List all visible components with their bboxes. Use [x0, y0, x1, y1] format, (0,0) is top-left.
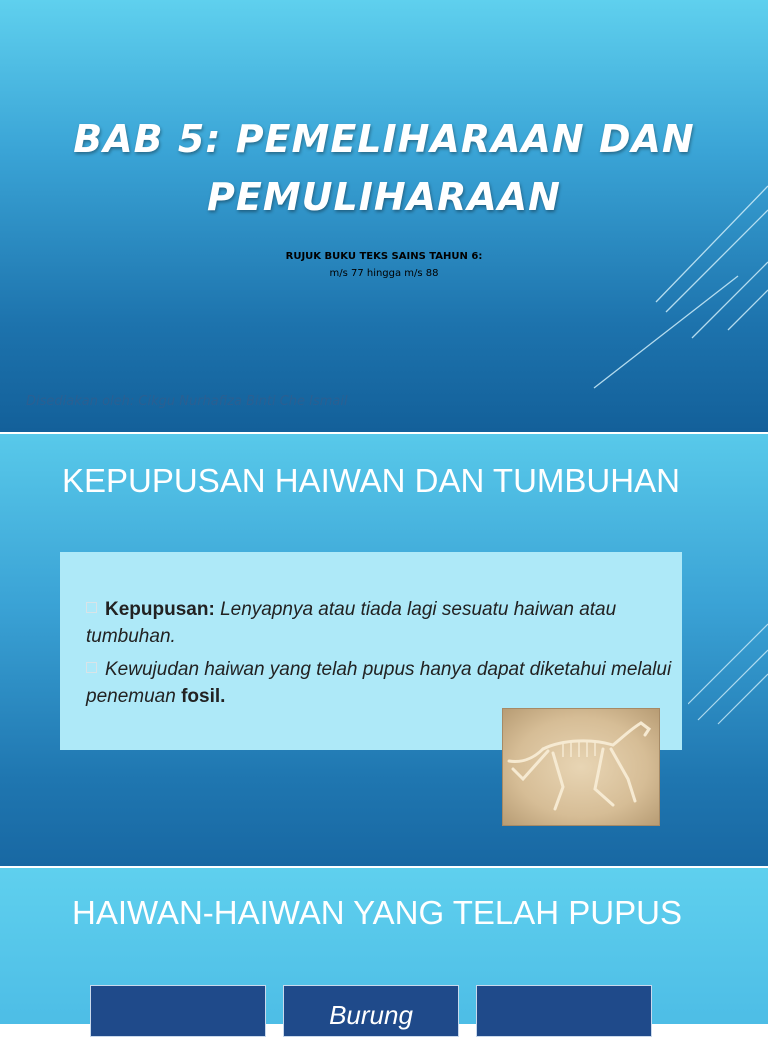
slide-title: BAB 5: PEMELIHARAAN DAN PEMULIHARAAN	[73, 117, 695, 219]
term-fosil: fosil.	[181, 686, 226, 707]
slide-title: KEPUPUSAN HAIWAN DAN TUMBUHAN	[62, 462, 680, 499]
bullet-fossil	[84, 656, 686, 710]
subtitle-reference: RUJUK BUKU TEKS SAINS TAHUN 6:	[285, 251, 483, 262]
title-slide	[0, 0, 768, 432]
term-kepupusan: Kepupusan:	[105, 599, 215, 620]
decorative-lines	[688, 434, 768, 866]
bullet-definition	[84, 596, 686, 650]
fossil-text: Kewujudan haiwan yang telah pupus hanya dapat diketahui melalui penemuan	[86, 659, 672, 707]
slide-title: HAIWAN-HAIWAN YANG TELAH PUPUS	[72, 894, 682, 931]
fossil-skeleton-icon	[503, 709, 659, 825]
animal-card-2[interactable]	[283, 985, 459, 1037]
author-credit: Disediakan oleh: Cikgu Nurhafiza Binti Che Ismail	[26, 394, 348, 409]
bullet-marker-icon	[86, 662, 97, 673]
animal-card-1[interactable]	[90, 985, 266, 1037]
definition-text: Lenyapnya atau tiada lagi sesuatu haiwan atau tumbuhan.	[86, 599, 617, 647]
animal-card-3[interactable]	[476, 985, 652, 1037]
bullet-marker-icon	[86, 602, 97, 613]
fossil-image	[502, 708, 660, 826]
subtitle-pages: m/s 77 hingga m/s 88	[329, 268, 439, 279]
card-label: Burung	[329, 1000, 413, 1030]
